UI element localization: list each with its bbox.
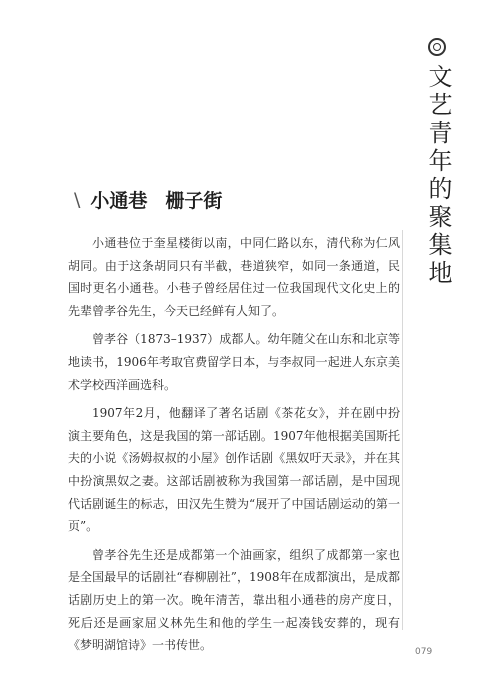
paragraph: 小通巷位于奎星楼街以南，中同仁路以东，清代称为仁风胡同。由于这条胡同只有半截，巷道狭窄，如同一条通道，民国时更名小通巷。小巷子曾经居住过一位我国现代文化史上的先辈曾孝谷先生，今天已经鲜有人知了。	[68, 236, 400, 318]
page-number: 079	[415, 647, 433, 657]
paragraph: 曾孝谷（1873–1937）成都人。幼年随父在山东和北京等地读书，1906年考取官费留学日本，与李叔同一起进人东京美术学校西洋画选科。	[68, 332, 400, 392]
paragraph: 1907年2月，他翻译了著名话剧《茶花女》，并在剧中扮演主要角色，这是我国的第一部话剧。1907年他根据美国斯托夫的小说《汤姆叔叔的小屋》创作话剧《黑奴吁天录》，并在其中扮演黑奴之妻。这部话剧被称为我国第一部话剧，是中国现代话剧诞生的标志，田汉先生赞为“展开了中国话剧运动的第一页”。	[68, 406, 400, 534]
paragraph: 曾孝谷先生还是成都第一个油画家，组织了成都第一家也是全国最早的话剧社“春柳剧社”，1908年在成都演出，是成都话剧历史上的第一次。晚年清苦，靠出租小通巷的房产度日，死后还是画家屈义林先生和他的学生一起凑钱安葬的，现有《梦明湖馆诗》一书传世。	[68, 547, 400, 653]
vertical-divider	[402, 230, 403, 630]
section-heading	[74, 186, 240, 213]
chapter-marker	[424, 38, 452, 288]
section-alt-name: 栅子街	[165, 190, 223, 212]
section-name: 小通巷	[90, 190, 148, 212]
chapter-title: 文艺青年的聚集地	[424, 64, 452, 288]
double-circle-icon	[428, 38, 446, 56]
body-text	[68, 232, 400, 663]
heading-slash: \	[74, 188, 81, 211]
